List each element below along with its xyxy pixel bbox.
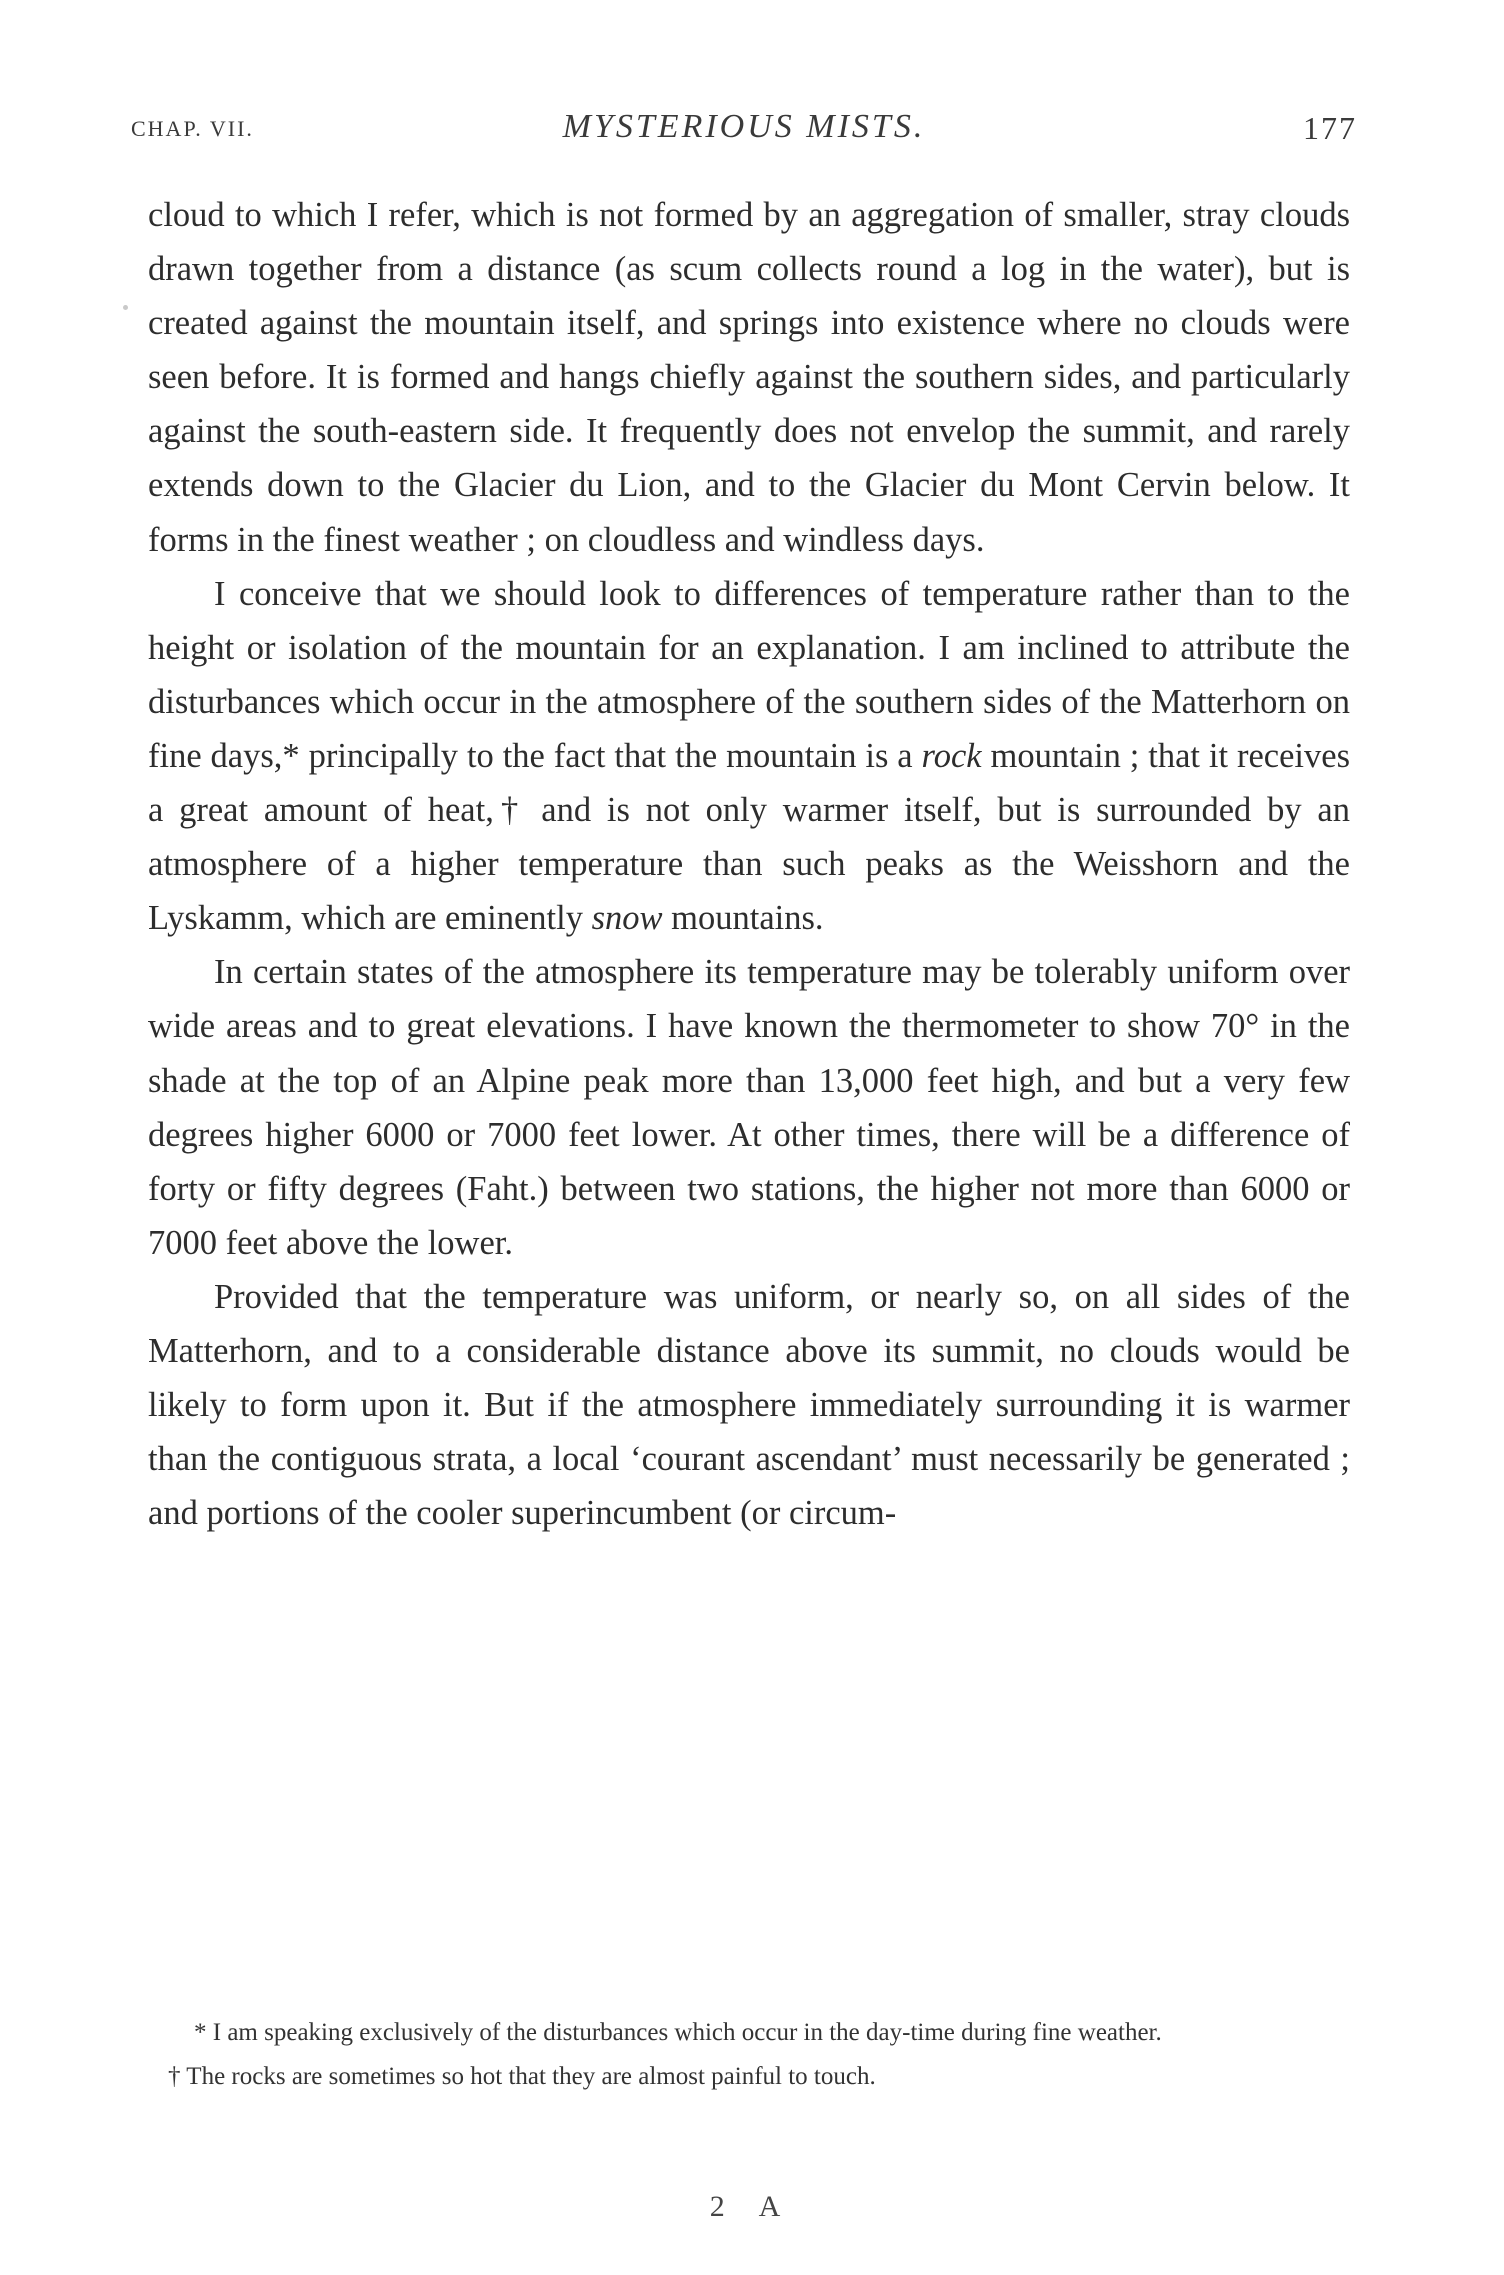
paragraph-2 [148,567,1350,946]
chapter-label: CHAP. VII. [131,116,254,141]
italic-rock-word: rock [921,736,982,775]
running-head [131,108,1357,156]
paragraph-1-text: cloud to which I refer, which is not formed by an aggregation of smaller, stray clouds drawn together from a distance (as scum collects round a log in the water), but is created against the mountain itself, and springs into existence where no clouds were seen before. It is formed and hangs chiefly against the southern sides, and particularly against the south-eastern side. It frequently does not envelop the summit, and rarely extends down to the Glacier du Lion, and to the Glacier du Mont Cervin below. It forms in the finest weather ; on cloudless and windless days. [148,196,1350,559]
running-title: MYSTERIOUS MISTS. [562,108,926,145]
paragraph-2-text-part-2: mountain ; that it receives a great amount of heat,† and is not only warmer itself, but is surrounded by an atmosphere of a higher temperature than such peaks as the Weisshorn and the Lyskamm, which are eminently [148,736,1350,938]
footnote-dagger: † The rocks are sometimes so hot that they are almost painful to touch. [168,2063,876,2090]
paragraph-2-text-part-1: I conceive that we should look to differences of temperature rather than to the height or isolation of the mountain for an explanation. I am inclined to attribute the disturbances which occur in the atmosphere of the southern sides of the Matterhorn on fine days,* principally to the fact that the mountain is a [148,574,1350,775]
paper-speck [123,305,128,310]
footnote-asterisk: * I am speaking exclusively of the disturbances which occur in the day-time during fine weather. [194,2019,1162,2046]
printer-signature-mark: 2 A [709,2190,795,2223]
paragraph-3-text: In certain states of the atmosphere its temperature may be tolerably uniform over wide areas and to great elevations. I have known the thermometer to show 70° in the shade at the top of an Alpine peak more than 13,000 feet high, and but a very few degrees higher 6000 or 7000 feet lower. At other times, there will be a difference of forty or fifty degrees (Faht.) between two stations, the higher not more than 6000 or 7000 feet above the lower. [148,953,1350,1262]
page-number: 177 [1303,110,1357,146]
italic-snow-word: snow [591,899,663,938]
body-text [148,188,1350,1540]
paragraph-4-text: Provided that the temperature was uniform, or nearly so, on all sides of the Matterhorn, and to a considerable distance above its summit, no clouds would be likely to form upon it. But if the atmosphere immediately surrounding it is warmer than the contiguous strata, a local ‘courant ascendant’ must necessarily be generated ; and portions of the cooler superincumbent (or circum- [148,1277,1350,1533]
paragraph-3 [148,945,1350,1270]
paragraph-2-text-part-3: mountains. [662,899,824,938]
footnotes [148,2014,1350,2096]
paragraph-1 [148,188,1350,567]
paragraph-4 [148,1270,1350,1540]
